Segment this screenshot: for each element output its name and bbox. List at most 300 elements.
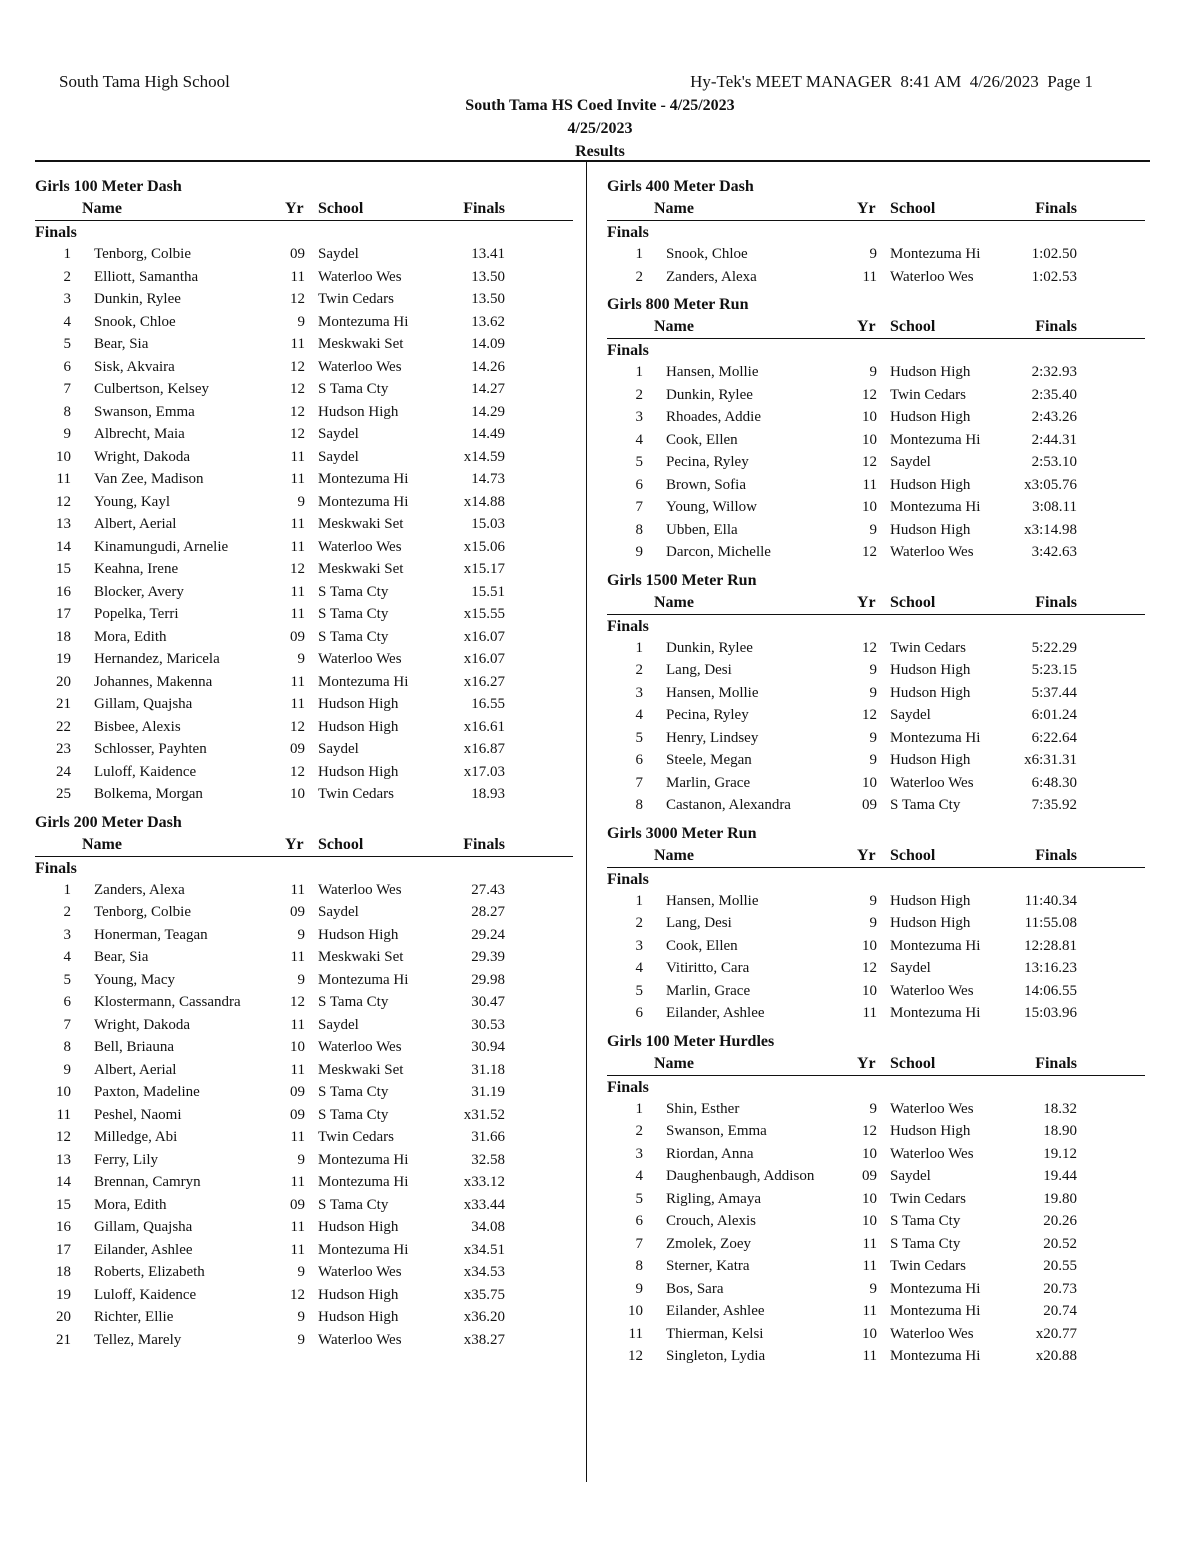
athlete-year: 10 [290, 1039, 305, 1055]
finals-mark: 2:43.26 [1031, 409, 1077, 425]
finals-mark: x33.44 [463, 1196, 505, 1213]
result-row [607, 361, 1145, 384]
athlete-name: Darcon, Michelle [666, 544, 771, 560]
athlete-name: Popelka, Terri [94, 606, 179, 622]
meet-title: South Tama HS Coed Invite - 4/25/2023 [465, 97, 735, 114]
athlete-school: Waterloo Wes [318, 538, 402, 555]
result-row [607, 935, 1145, 958]
result-row [35, 581, 573, 604]
result-row [35, 738, 573, 761]
finals-mark: x16.07 [463, 628, 505, 645]
finals-mark: 16.55 [471, 696, 505, 712]
athlete-year: 9 [869, 662, 877, 678]
finals-mark: x14.59 [463, 448, 505, 465]
column-header-name: Name [654, 1054, 694, 1072]
event-title: Girls 200 Meter Dash [35, 813, 182, 831]
result-row [35, 671, 573, 694]
place: 1 [63, 881, 71, 898]
finals-mark: 14.29 [471, 403, 505, 420]
place: 25 [56, 786, 71, 802]
athlete-name: Schlosser, Payhten [94, 741, 207, 757]
athlete-school: Twin Cedars [318, 786, 395, 802]
result-row [607, 1210, 1145, 1233]
athlete-year: 09 [290, 246, 305, 262]
column-header-school: School [890, 318, 936, 335]
athlete-name: Bolkema, Morgan [94, 786, 203, 802]
athlete-name: Zanders, Alexa [666, 268, 757, 285]
place: 12 [56, 1129, 71, 1145]
athlete-year: 9 [297, 971, 305, 988]
athlete-name: Albert, Aerial [94, 516, 177, 532]
place: 9 [635, 1280, 643, 1297]
column-header-yr: Yr [857, 318, 876, 335]
athlete-year: 11 [290, 696, 305, 712]
athlete-name: Young, Willow [666, 499, 757, 515]
athlete-school: S Tama Cty [890, 1235, 961, 1252]
place: 15 [56, 561, 71, 577]
column-header-yr: Yr [857, 846, 876, 864]
athlete-year: 11 [862, 1235, 877, 1252]
athlete-name: Lang, Desi [666, 662, 732, 678]
result-row [607, 451, 1145, 474]
column-header-yr: Yr [285, 835, 304, 853]
result-row [607, 1345, 1145, 1368]
place: 11 [56, 1106, 71, 1123]
place: 15 [56, 1196, 71, 1213]
athlete-year: 9 [297, 1331, 305, 1348]
athlete-name: Albert, Aerial [94, 1061, 177, 1078]
place: 9 [63, 426, 71, 442]
finals-mark: 14.09 [471, 336, 505, 352]
finals-mark: x16.07 [463, 651, 505, 667]
athlete-school: S Tama Cty [318, 583, 389, 600]
athlete-name: Cook, Ellen [666, 937, 738, 954]
place: 5 [635, 1190, 643, 1207]
athlete-school: Montezuma Hi [890, 1280, 981, 1297]
finals-mark: x3:14.98 [1024, 521, 1077, 538]
finals-mark: 18.90 [1043, 1123, 1077, 1139]
athlete-school: Twin Cedars [890, 386, 967, 403]
result-row [35, 969, 573, 992]
section-label: Finals [607, 342, 649, 359]
place: 1 [635, 892, 643, 909]
athlete-year: 9 [869, 892, 877, 909]
athlete-year: 11 [290, 268, 305, 285]
athlete-school: Saydel [890, 454, 931, 470]
result-row [35, 491, 573, 514]
column-header-name: Name [654, 846, 694, 864]
place: 24 [56, 763, 71, 780]
athlete-name: Bos, Sara [666, 1280, 724, 1297]
athlete-school: Saydel [318, 426, 359, 442]
athlete-year: 10 [862, 431, 877, 448]
result-row [35, 648, 573, 671]
place: 18 [56, 1264, 71, 1280]
result-row [607, 1120, 1145, 1143]
finals-mark: x15.06 [463, 538, 505, 555]
athlete-school: Hudson High [318, 403, 399, 420]
athlete-name: Hansen, Mollie [666, 892, 759, 909]
athlete-year: 10 [862, 774, 877, 791]
finals-mark: 20.26 [1043, 1213, 1077, 1229]
result-row [35, 333, 573, 356]
place: 8 [63, 403, 71, 420]
athlete-name: Bisbee, Alexis [94, 718, 181, 735]
finals-mark: x35.75 [463, 1286, 505, 1303]
athlete-name: Rhoades, Addie [666, 409, 761, 425]
result-row [607, 1143, 1145, 1166]
athlete-school: Hudson High [890, 521, 971, 538]
result-row [35, 513, 573, 536]
athlete-year: 11 [290, 538, 305, 555]
athlete-year: 09 [290, 1196, 305, 1213]
athlete-school: Montezuma Hi [890, 246, 981, 262]
finals-mark: 30.47 [471, 994, 505, 1010]
finals-mark: 13.62 [471, 313, 505, 330]
athlete-year: 09 [290, 628, 305, 645]
result-row [35, 468, 573, 491]
event-girls-100-meter-hurdles [607, 1031, 1145, 1368]
result-row [607, 1188, 1145, 1211]
column-header-school: School [890, 1054, 936, 1072]
athlete-school: Saydel [318, 1016, 359, 1033]
athlete-year: 11 [290, 471, 305, 487]
place: 17 [56, 606, 71, 622]
column-header-school: School [318, 835, 364, 853]
athlete-school: Waterloo Wes [890, 1325, 974, 1342]
athlete-name: Singleton, Lydia [666, 1348, 766, 1364]
finals-mark: 19.44 [1043, 1168, 1077, 1184]
result-row [607, 727, 1145, 750]
column-header-school: School [890, 593, 936, 611]
athlete-year: 12 [290, 1286, 305, 1303]
place: 14 [56, 538, 71, 555]
finals-mark: x36.20 [463, 1309, 505, 1325]
athlete-school: Meskwaki Set [318, 516, 404, 532]
results-label: Results [575, 143, 625, 160]
athlete-year: 10 [862, 499, 877, 515]
result-row [607, 541, 1145, 564]
athlete-year: 11 [862, 268, 877, 285]
athlete-school: S Tama Cty [318, 1106, 389, 1123]
athlete-name: Sisk, Akvaira [94, 358, 175, 375]
column-headers [35, 834, 573, 857]
athlete-year: 12 [290, 291, 305, 307]
athlete-name: Hernandez, Maricela [94, 651, 220, 667]
finals-mark: x34.51 [463, 1241, 505, 1258]
result-row [607, 406, 1145, 429]
place: 10 [56, 448, 71, 465]
result-row [35, 1194, 573, 1217]
column-header-name: Name [82, 200, 122, 217]
athlete-year: 10 [862, 409, 877, 425]
result-row [35, 761, 573, 784]
result-row [607, 1300, 1145, 1323]
athlete-school: Hudson High [890, 684, 971, 701]
athlete-school: Hudson High [890, 476, 971, 493]
athlete-name: Zanders, Alexa [94, 881, 185, 898]
section-label: Finals [607, 617, 649, 635]
place: 1 [635, 1100, 643, 1117]
athlete-name: Elliott, Samantha [94, 268, 199, 285]
athlete-school: S Tama Cty [318, 606, 389, 622]
athlete-school: Montezuma Hi [890, 1005, 981, 1021]
athlete-school: Waterloo Wes [318, 881, 402, 898]
result-row [607, 772, 1145, 795]
result-row [607, 659, 1145, 682]
column-header-yr: Yr [857, 200, 876, 217]
athlete-name: Hansen, Mollie [666, 364, 759, 380]
finals-mark: 13.50 [471, 268, 505, 285]
athlete-year: 9 [869, 1280, 877, 1297]
finals-mark: x33.12 [463, 1174, 505, 1190]
athlete-name: Hansen, Mollie [666, 684, 759, 701]
athlete-school: Saydel [318, 904, 359, 920]
column-header-name: Name [654, 318, 694, 335]
athlete-name: Dunkin, Rylee [666, 639, 753, 656]
place: 7 [63, 381, 71, 397]
column-headers [607, 316, 1145, 339]
athlete-school: S Tama Cty [318, 1084, 389, 1100]
athlete-name: Shin, Esther [666, 1100, 740, 1117]
place: 2 [635, 386, 643, 403]
place: 7 [635, 499, 643, 515]
column-header-yr: Yr [285, 200, 304, 217]
athlete-name: Eilander, Ashlee [94, 1241, 193, 1258]
athlete-year: 11 [290, 583, 305, 600]
athlete-name: Sterner, Katra [666, 1258, 750, 1274]
athlete-name: Wright, Dakoda [94, 1016, 191, 1033]
finals-mark: 15.51 [471, 583, 505, 600]
column-divider [586, 162, 587, 1482]
athlete-year: 11 [290, 1061, 305, 1078]
finals-mark: 18.93 [471, 786, 505, 802]
athlete-name: Crouch, Alexis [666, 1213, 756, 1229]
result-row [35, 1014, 573, 1037]
athlete-year: 10 [862, 982, 877, 999]
athlete-year: 11 [290, 1129, 305, 1145]
result-row [607, 1278, 1145, 1301]
place: 2 [63, 268, 71, 285]
athlete-year: 11 [290, 1241, 305, 1258]
result-row [607, 243, 1145, 266]
place: 22 [56, 718, 71, 735]
column-headers [607, 198, 1145, 221]
result-row [35, 783, 573, 806]
result-row [35, 356, 573, 379]
athlete-school: S Tama Cty [318, 381, 389, 397]
finals-mark: x16.27 [463, 673, 505, 690]
athlete-school: Waterloo Wes [890, 1100, 974, 1117]
athlete-year: 12 [862, 1123, 877, 1139]
athlete-school: Montezuma Hi [890, 431, 981, 448]
finals-mark: 20.74 [1043, 1303, 1077, 1319]
athlete-year: 9 [297, 651, 305, 667]
finals-mark: 13:16.23 [1024, 960, 1077, 976]
athlete-school: Montezuma Hi [318, 313, 409, 330]
athlete-year: 12 [862, 639, 877, 656]
athlete-year: 10 [862, 1145, 877, 1162]
meet-manager-meta: Hy-Tek's MEET MANAGER 8:41 AM 4/26/2023 Page 1 [690, 72, 1093, 91]
athlete-name: Brown, Sofia [666, 476, 746, 493]
result-row [35, 1149, 573, 1172]
athlete-year: 12 [290, 381, 305, 397]
athlete-school: Saydel [318, 448, 359, 465]
athlete-school: Hudson High [890, 409, 971, 425]
place: 4 [63, 949, 71, 965]
finals-mark: 32.58 [471, 1151, 505, 1168]
athlete-school: Hudson High [890, 662, 971, 678]
place: 21 [56, 1331, 71, 1348]
school-name: South Tama High School [59, 72, 230, 91]
athlete-school: Montezuma Hi [890, 729, 981, 746]
athlete-school: Hudson High [890, 1123, 971, 1139]
athlete-year: 09 [862, 797, 877, 813]
place: 19 [56, 1286, 71, 1303]
place: 16 [56, 1219, 71, 1235]
athlete-name: Pecina, Ryley [666, 454, 749, 470]
column-header-school: School [890, 846, 936, 864]
finals-mark: 20.73 [1043, 1280, 1077, 1297]
athlete-school: Hudson High [318, 1309, 399, 1325]
result-row [607, 890, 1145, 913]
athlete-year: 12 [290, 718, 305, 735]
result-row [607, 637, 1145, 660]
athlete-school: Waterloo Wes [890, 982, 974, 999]
column-header-finals: Finals [1035, 318, 1077, 335]
place: 6 [635, 752, 643, 768]
athlete-name: Castanon, Alexandra [666, 797, 791, 813]
athlete-name: Mora, Edith [94, 628, 167, 645]
result-row [607, 1255, 1145, 1278]
athlete-name: Marlin, Grace [666, 982, 751, 999]
place: 23 [56, 741, 71, 757]
place: 4 [63, 313, 71, 330]
athlete-year: 11 [290, 1219, 305, 1235]
finals-mark: 2:44.31 [1031, 431, 1077, 448]
place: 5 [63, 971, 71, 988]
finals-mark: x17.03 [463, 763, 505, 780]
finals-mark: x38.27 [463, 1331, 505, 1348]
athlete-name: Dunkin, Rylee [666, 386, 753, 403]
result-row [607, 682, 1145, 705]
athlete-year: 9 [297, 1151, 305, 1168]
athlete-school: Montezuma Hi [318, 1241, 409, 1258]
athlete-school: Montezuma Hi [318, 1174, 409, 1190]
column-header-name: Name [654, 593, 694, 611]
athlete-year: 10 [862, 1325, 877, 1342]
finals-mark: 14.26 [471, 358, 505, 375]
result-row [35, 1306, 573, 1329]
athlete-name: Honerman, Teagan [94, 926, 208, 943]
result-row [35, 603, 573, 626]
event-title: Girls 400 Meter Dash [607, 178, 754, 195]
athlete-name: Richter, Ellie [94, 1309, 174, 1325]
column-header-finals: Finals [1035, 593, 1077, 611]
result-row [35, 1284, 573, 1307]
athlete-name: Tenborg, Colbie [94, 246, 191, 262]
result-row [35, 1126, 573, 1149]
place: 12 [628, 1348, 643, 1364]
athlete-name: Wright, Dakoda [94, 448, 191, 465]
athlete-name: Bear, Sia [94, 949, 149, 965]
finals-mark: 30.94 [471, 1039, 505, 1055]
athlete-school: Montezuma Hi [318, 471, 409, 487]
athlete-name: Steele, Megan [666, 752, 752, 768]
finals-mark: 30.53 [471, 1016, 505, 1033]
athlete-name: Brennan, Camryn [94, 1174, 201, 1190]
athlete-school: Hudson High [318, 696, 399, 712]
athlete-year: 9 [869, 729, 877, 746]
finals-mark: 15:03.96 [1024, 1005, 1077, 1021]
athlete-name: Swanson, Emma [94, 403, 195, 420]
athlete-name: Daughenbaugh, Addison [666, 1168, 815, 1184]
meet-date: 4/25/2023 [567, 120, 633, 137]
event-girls-800-meter-run [607, 294, 1145, 564]
athlete-school: Meskwaki Set [318, 336, 404, 352]
athlete-name: Thierman, Kelsi [666, 1325, 764, 1342]
result-row [35, 1036, 573, 1059]
place: 8 [63, 1039, 71, 1055]
athlete-year: 12 [290, 561, 305, 577]
place: 1 [635, 364, 643, 380]
athlete-school: Waterloo Wes [318, 268, 402, 285]
athlete-year: 11 [290, 1016, 305, 1033]
finals-mark: x3:05.76 [1024, 476, 1077, 493]
result-row [35, 536, 573, 559]
athlete-name: Gillam, Quajsha [94, 1219, 193, 1235]
athlete-name: Ferry, Lily [94, 1151, 159, 1168]
section-label: Finals [607, 224, 649, 241]
event-title: Girls 800 Meter Run [607, 296, 749, 313]
finals-mark: 15.03 [471, 516, 505, 532]
athlete-school: Saydel [890, 960, 931, 976]
finals-mark: 18.32 [1043, 1100, 1077, 1117]
athlete-school: Montezuma Hi [890, 1303, 981, 1319]
athlete-name: Keahna, Irene [94, 561, 179, 577]
finals-mark: x20.77 [1035, 1325, 1077, 1342]
finals-mark: 14:06.55 [1024, 982, 1077, 999]
athlete-year: 9 [297, 1264, 305, 1280]
result-row [607, 474, 1145, 497]
column-headers [607, 845, 1145, 868]
athlete-year: 9 [297, 926, 305, 943]
place: 6 [635, 476, 643, 493]
finals-mark: 3:42.63 [1031, 544, 1077, 560]
finals-mark: 31.18 [471, 1061, 505, 1078]
result-row [35, 946, 573, 969]
athlete-year: 11 [290, 881, 305, 898]
event-girls-1500-meter-run [607, 570, 1145, 817]
athlete-name: Zmolek, Zoey [666, 1235, 751, 1252]
athlete-year: 9 [869, 364, 877, 380]
place: 7 [63, 1016, 71, 1033]
place: 5 [63, 336, 71, 352]
finals-mark: 5:22.29 [1031, 639, 1077, 656]
column-header-name: Name [654, 200, 694, 217]
athlete-year: 9 [869, 915, 877, 931]
finals-mark: x20.88 [1035, 1348, 1077, 1364]
result-row [607, 957, 1145, 980]
place: 6 [63, 358, 71, 375]
place: 3 [635, 409, 643, 425]
athlete-school: Waterloo Wes [318, 1331, 402, 1348]
athlete-name: Henry, Lindsey [666, 729, 759, 746]
athlete-year: 11 [290, 949, 305, 965]
finals-mark: 13.41 [471, 246, 505, 262]
athlete-school: Twin Cedars [318, 291, 395, 307]
athlete-year: 12 [862, 454, 877, 470]
